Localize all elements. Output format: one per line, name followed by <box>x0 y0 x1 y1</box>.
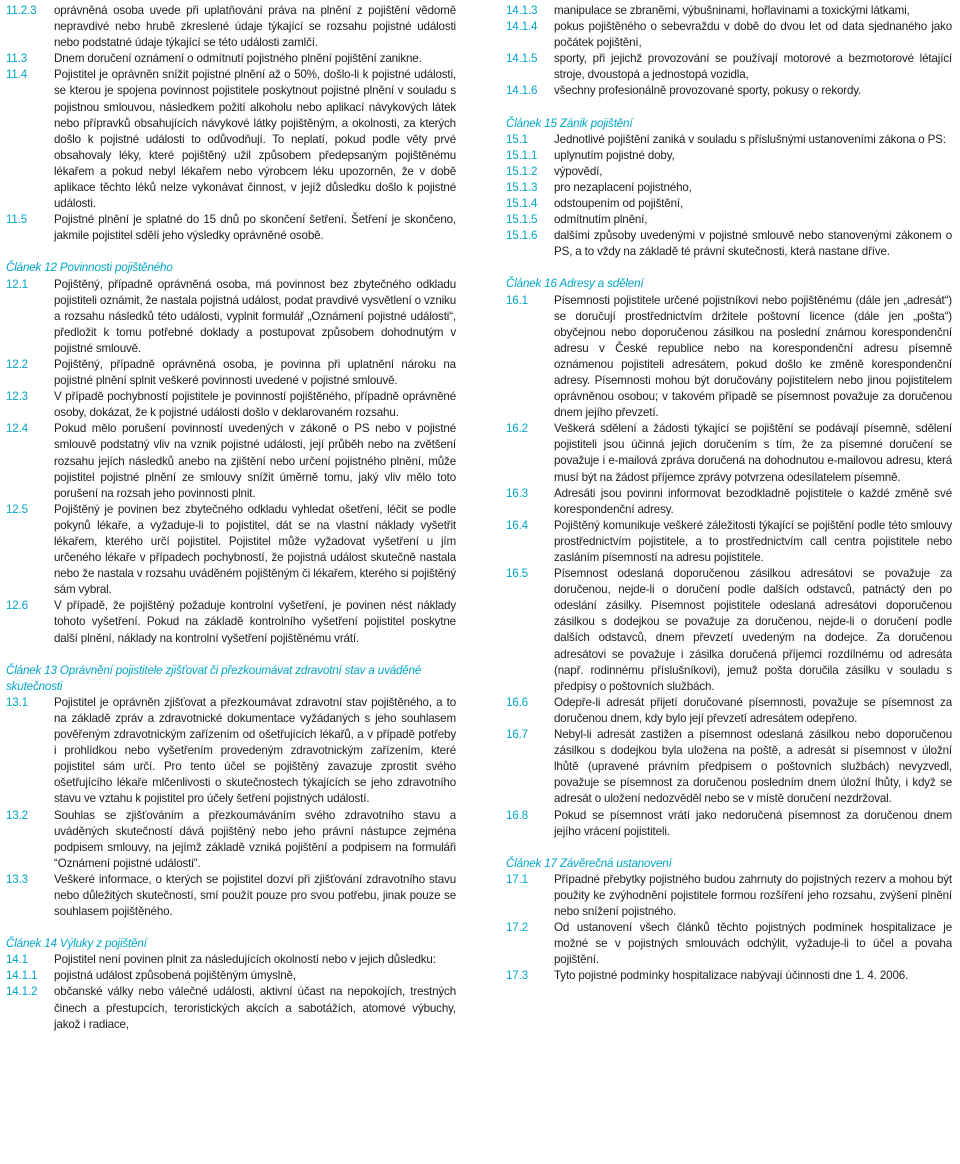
clause-item <box>506 180 952 196</box>
clause-number: 16.1 <box>506 293 528 307</box>
clause-number: 11.4 <box>6 68 28 82</box>
clause-text: odstoupením od pojištění, <box>554 197 684 211</box>
clause-text: výpovědí, <box>554 164 603 178</box>
clause-item <box>506 83 952 99</box>
clause-number: 12.2 <box>6 357 28 371</box>
clause-number: 17.1 <box>506 872 528 886</box>
clause-text: pokus pojištěného o sebevraždu v době do dvou let od data sjednaného jako počátek pojištění, <box>554 20 952 50</box>
clause-number: 12.6 <box>6 599 28 613</box>
clause-text: Pokud mělo porušení povinností uvedených v zákoně o PS nebo v pojistné smlouvě podstatný vliv na vznik pojistné události, její průběh nebo na zvětšení rozsahu jejích následků anebo na zjištění nebo určení pojistného plnění, může pojistitel pojistné plnění ze smlouvy snížit úměrně tomu, jaký vliv mělo toto porušení na rozsah jeho povinnosti plnit. <box>54 422 456 500</box>
clause-text: Pokud se písemnost vrátí jako nedoručená písemnost za doručenou dnem jejího vrácení pojistiteli. <box>554 808 952 838</box>
clause-text: Pojistné plnění je splatné do 15 dnů po skončení šetření. Šetření je skončeno, jakmile pojistitel sdělí jeho výsledky oprávněné osobě. <box>54 213 456 243</box>
clause-item <box>6 952 456 968</box>
clause-item <box>506 51 952 83</box>
clause-number: 16.5 <box>506 567 528 581</box>
clause-item <box>506 421 952 485</box>
clause-item <box>506 228 952 260</box>
clause-text: Pojištěný komunikuje veškeré záležitosti týkající se pojištění podle této smlouvy prostřednictvím pojistitele, a to prostřednictvím call centra pojistitele nebo zasláním písemností na adresu pojistitele. <box>554 518 952 564</box>
clause-text: Veškeré informace, o kterých se pojistitel dozví při zjišťování zdravotního stavu nebo důležitých skutečností, smí použít pouze pro svou potřebu, jinak pouze se souhlasem pojištěného. <box>54 872 456 919</box>
clause-item <box>6 51 456 67</box>
clause-number: 16.7 <box>506 728 528 742</box>
clause-number: 17.3 <box>506 969 528 983</box>
clause-text: manipulace se zbraněmi, výbušninami, hořlavinami a toxickými látkami, <box>554 4 910 17</box>
clause-item <box>506 3 952 19</box>
clause-number: 12.1 <box>6 277 28 291</box>
clause-text: Dnem doručení oznámení o odmítnutí pojistného plnění pojištění zanikne. <box>54 52 422 66</box>
clause-number: 15.1 <box>506 132 528 146</box>
clause-number: 11.5 <box>6 213 28 227</box>
clause-number: 13.1 <box>6 695 28 709</box>
clause-text: Pojistitel není povinen plnit za následujících okolností nebo v jejich důsledku: <box>54 953 436 967</box>
clause-item <box>6 67 456 212</box>
clause-number: 13.2 <box>6 808 28 822</box>
clause-item <box>6 808 456 872</box>
clause-item <box>506 293 952 422</box>
right-column <box>506 3 952 984</box>
clause-text: odmítnutím plnění, <box>554 213 648 227</box>
clause-text: Od ustanovení všech článků těchto pojistných podmínek hospitalizace je možné se v pojistných smlouvách odchýlit, vyžaduje-li to účel a povaha pojištění. <box>554 921 952 967</box>
clause-text: Souhlas se zjišťováním a přezkoumáváním svého zdravotního stavu a uváděných skutečností dává pojištěný nebo jeho právní nástupce zejména podpisem smlouvy, na jejímž základě vzniká pojištění a podpisem na formuláři “Oznámení pojistné události”. <box>54 808 456 870</box>
clause-item <box>506 132 952 148</box>
clause-number: 17.2 <box>506 921 528 935</box>
clause-text: Písemnosti pojistitele určené pojistníkovi nebo pojištěnému (dále jen „adresát“) se doručují prostřednictvím držitele poštovní licence (dále jen „pošta“) obyčejnou nebo doporučenou zásilkou na poslední známou korespondenční adresu v České republice nebo na korespondenční adresu písemně oznámenou pojistiteli adresátem, pokud došlo ke změně korespondenční adresy. Písemnosti mohou být doručovány pojistitelem nebo jinou pojistitelem oprávněnou osobou; v takovém případě se písemnost považuje za doručenou dnem jejího převzetí. <box>554 293 952 420</box>
clause-text: oprávněná osoba uvede při uplatňování práva na plnění z pojištění vědomě nepravdivé nebo hrubě zkreslené údaje týkající se rozsahu pojistné události nebo podstatné údaje týkající se této události zamlčí. <box>54 4 456 50</box>
clause-number: 12.4 <box>6 422 28 436</box>
clause-number: 13.3 <box>6 872 28 886</box>
clause-item <box>6 695 456 808</box>
clause-text: Jednotlivé pojištění zaniká v souladu s příslušnými ustanoveními zákona o PS: <box>554 132 946 146</box>
clause-text: dalšími způsoby uvedenými v pojistné smlouvě nebo stanovenými zákonem o PS, a to vždy na základě té právní skutečnosti, která nastane dříve. <box>554 229 952 259</box>
clause-number: 15.1.6 <box>506 229 538 243</box>
clause-text: občanské války nebo válečné události, aktivní účast na nepokojích, trestných činech a přestupcích, teroristických akcích a sabotážích, atomové výbuchy, jakož i radiace, <box>54 985 456 1031</box>
clause-text: Pojištěný, případně oprávněná osoba, má povinnost bez zbytečného odkladu pojistiteli oznámit, že nastala pojistná událost, podat pravdivé vysvětlení o vzniku a rozsahu následků této události, vyplnit formulář „Oznámení pojistné události“, předložit k tomu potřebné doklady a postupovat způsobem dohodnutým v pojistné smlouvě. <box>54 277 456 355</box>
clause-text: Adresáti jsou povinni informovat bezodkladně pojistitele o každé změně své korespondenční adresy. <box>554 486 952 516</box>
clause-text: pro nezaplacení pojistného, <box>554 180 692 194</box>
clause-item <box>506 727 952 807</box>
clause-item <box>6 984 456 1032</box>
clause-item <box>506 695 952 727</box>
clause-item <box>6 389 456 421</box>
clause-item <box>506 968 952 984</box>
clause-item <box>506 212 952 228</box>
clause-number: 14.1.3 <box>506 4 538 17</box>
clause-text: Pojištěný, případně oprávněná osoba, je povinna při uplatnění nároku na pojistné plnění splnit veškeré povinnosti uvedené v pojistné smlouvě. <box>54 357 456 388</box>
clause-item <box>6 502 456 599</box>
article-heading: Článek 14 Výluky z pojištění <box>6 937 147 951</box>
clause-text: Veškerá sdělení a žádosti týkající se pojištění se podávají písemně, sdělení pojistiteli jsou účinná jejich doručením s tím, že za písemné doručení se považuje i e-mailová zpráva doručená na dohodnutou e-mailovou adresu, která musí být na žádost příjemce zprávy potvrzena odesílatelem písemně. <box>554 422 952 484</box>
clause-number: 14.1.2 <box>6 985 38 999</box>
clause-number: 12.5 <box>6 502 28 516</box>
clause-text: V případě, že pojištěný požaduje kontrolní vyšetření, je povinen nést náklady tohoto vyšetření. Pokud na základě kontrolního vyšetření pojistitel poskytne další plnění, náklady na kontrolní vyšetření pojištěnému vrátí. <box>54 599 456 645</box>
clause-text: všechny profesionálně provozované sporty, pokusy o rekordy. <box>554 84 862 98</box>
article-heading: Článek 13 Oprávnění pojistitele zjišťovat či přezkoumávat zdravotní stav a uváděné skutečnosti <box>6 663 422 693</box>
clause-number: 15.1.2 <box>506 164 538 178</box>
clause-number: 14.1 <box>6 953 28 967</box>
clause-number: 16.3 <box>506 486 528 500</box>
article-heading: Článek 16 Adresy a sdělení <box>506 277 644 291</box>
clause-text: V případě pochybností pojistitele je povinností pojištěného, případně oprávněné osoby, dokázat, že k pojistné události došlo v deklarovaném rozsahu. <box>54 390 456 420</box>
clause-item <box>6 872 456 920</box>
clause-text: Nebyl-li adresát zastižen a písemnost odeslaná zásilkou nebo doporučenou zásilkou s dodejkou byla uložena na poště, a adresát si písemnost v úložní lhůtě (upravené právním předpisem o poštovních službách) nevyzvedl, považuje se písemnost za doručenou posledním dnem úložní lhůty, i když se adresát o uložení nedozvěděl nebo se v místě doručení nezdržoval. <box>554 728 952 806</box>
clause-number: 15.1.4 <box>506 197 538 211</box>
clause-number: 16.4 <box>506 518 528 532</box>
left-column <box>6 3 456 1033</box>
clause-item <box>506 518 952 566</box>
article-heading: Článek 15 Zánik pojištění <box>506 116 633 130</box>
clause-number: 14.1.6 <box>506 84 538 98</box>
clause-text: Odepře-li adresát přijetí doručované písemnosti, považuje se písemnost za doručenou dnem, kdy bylo její převzetí adresátem odepřeno. <box>554 695 952 725</box>
article-heading: Článek 12 Povinnosti pojištěného <box>6 261 173 275</box>
clause-item <box>6 421 456 501</box>
clause-item <box>6 357 456 389</box>
clause-text: Případné přebytky pojistného budou zahrnuty do pojistných rezerv a mohou být použity ke zvýhodnění pojistitele formou rozšíření jeho rozsahu, zvýšení plnění nebo snížení pojistného. <box>554 872 952 918</box>
clause-text: Písemnost odeslaná doporučenou zásilkou adresátovi se považuje za doručenou, nejde-li o doručení podle dalších odstavců, patnáctý den po odeslání zásilky. Písemnost pojistitele odeslaná adresátovi doporučenou zásilkou s dodejkou se považuje za doručenou, nejde-li o doručení podle dalších odstavců, dnem převzetí uvedeným na dodejce. Za doručenou adresátovi se považuje i zásilka doručená příjemci rozdílnému od adresáta (např. rodinnému příslušníkovi), jemuž pošta doručila zásilku v souladu s předpisy o poštovních službách. <box>554 567 952 693</box>
clause-item <box>506 164 952 180</box>
clause-item <box>506 486 952 518</box>
clause-text: Pojistitel je oprávněn snížit pojistné plnění až o 50%, došlo-li k pojistné události, se kterou je spojena povinnost pojistitele poskytnout pojistné plnění v souladu s pojistnou smlouvou, následkem požití alkoholu nebo aplikací návykových látek nebo přípravků obsahujících návykové látky pojištěným, a okolnosti, za kterých došlo k pojistné události to odůvodňují. To neplatí, pokud podle věty prvé obsahovaly léky, které pojištěný užil způsobem předepsaným pojištěnému lékařem a pokud nebyl lékařem nebo výrobcem léku upozorněn, že v době aplikace těchto léků nelze vykonávat činnost, v jejíž důsledku došlo k pojistné události. <box>54 68 456 211</box>
clause-text: Pojistitel je oprávněn zjišťovat a přezkoumávat zdravotní stav pojištěného, a to na základě zpráv a zdravotnické dokumentace vyžádaných s jeho souhlasem pověřeným zdravotnickým zařízením od ošetřujících lékařů, a v případě potřeby i prohlídkou nebo vyšetřením provedeným zdravotnickým zařízením, které pojistitel sám určí. Pro tento účel se pojištěný zavazuje zprostit svého ošetřujícího lékaře mlčenlivosti o skutečnostech týkajících se jeho zdravotního stavu ve vztahu k pojistitel pro účely šetření pojistných událostí. <box>54 695 456 806</box>
clause-number: 16.8 <box>506 808 528 822</box>
clause-text: Pojištěný je povinen bez zbytečného odkladu vyhledat ošetření, léčit se podle pokynů lékaře, a vyžaduje-li to pojistitel, dát se na vlastní náklady vyšetřit lékařem, kterého určí pojistitel. Pojistitel může vyžadovat vyšetření u jím určeného lékaře v případech pochybností, že pojistná událost skutečně nastala nebo že nastala v rozsahu uváděném pojištěným či lékařem, kterého si pojištěný sám vybral. <box>54 502 456 597</box>
clause-number: 11.2.3 <box>6 4 37 17</box>
clause-number: 15.1.5 <box>506 213 538 227</box>
clause-text: sporty, při jejichž provozování se používají motorové a bezmotorové létající stroje, dvoustopá a jednostopá vozidla, <box>554 52 952 82</box>
clause-number: 16.2 <box>506 422 528 436</box>
clause-number: 15.1.3 <box>506 180 538 194</box>
clause-number: 16.6 <box>506 695 528 709</box>
clause-item <box>506 920 952 968</box>
clause-text: pojistná událost způsobená pojištěným úmyslně, <box>54 969 296 983</box>
clause-item <box>6 968 456 984</box>
clause-number: 15.1.1 <box>506 148 538 162</box>
article-heading: Článek 17 Závěrečná ustanovení <box>506 856 672 870</box>
clause-item <box>506 808 952 840</box>
clause-item <box>506 872 952 920</box>
clause-text: Tyto pojistné podmínky hospitalizace nabývají účinnosti dne 1. 4. 2006. <box>554 969 909 983</box>
clause-number: 11.3 <box>6 52 28 66</box>
clause-item <box>506 196 952 212</box>
clause-item <box>506 19 952 51</box>
clause-item <box>506 566 952 695</box>
clause-text: uplynutím pojistné doby, <box>554 148 675 162</box>
clause-item <box>6 3 456 51</box>
clause-number: 12.3 <box>6 390 28 404</box>
clause-item <box>506 148 952 164</box>
clause-item <box>6 277 456 357</box>
clause-number: 14.1.1 <box>6 969 38 983</box>
clause-number: 14.1.4 <box>506 20 538 34</box>
clause-number: 14.1.5 <box>506 52 538 66</box>
clause-item <box>6 212 456 244</box>
clause-item <box>6 598 456 646</box>
